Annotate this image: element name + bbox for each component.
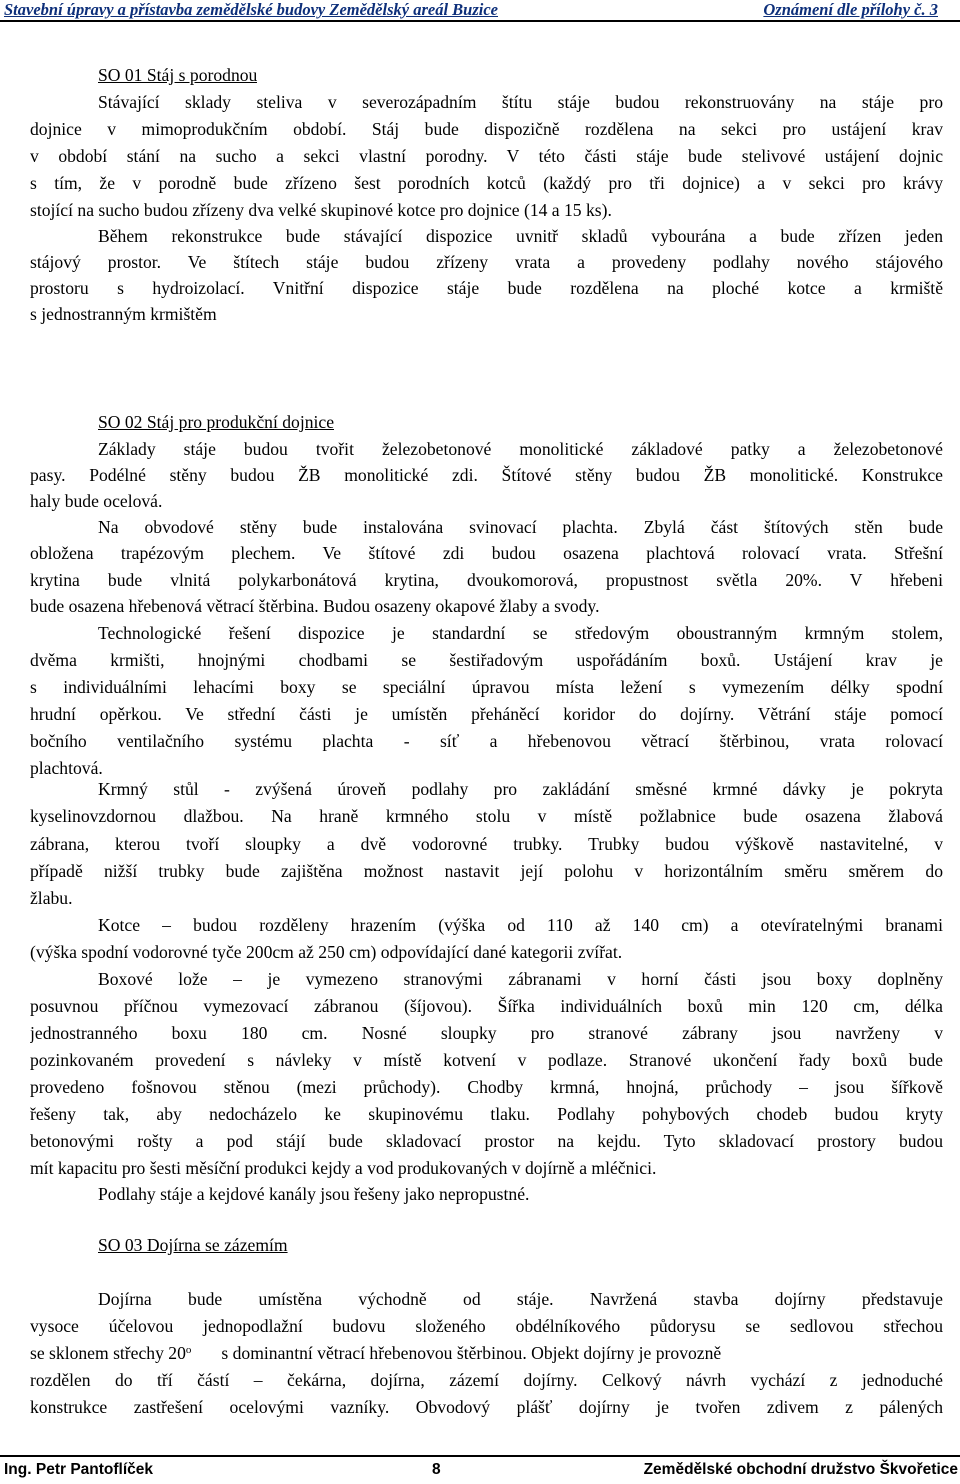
header-document-type: Oznámení dle přílohy č. 3 bbox=[763, 0, 938, 19]
paragraph-line: posuvnou příčnou vymezovací zábranou (šíjovou). Šířka individuálních boxů min 120 cm, délka bbox=[30, 996, 943, 1016]
paragraph-line: v období stání na sucho a sekci vlastní porodny. V této části stáje bude stelivové ustájení dojnic bbox=[30, 146, 943, 166]
paragraph-line: rozdělen do tří částí – čekárna, dojírna, zázemí dojírny. Celkový návrh vychází z jednoduché bbox=[30, 1370, 943, 1390]
paragraph-line: s individuálními lehacími boxy se speciální úpravou místa ležení s vymezením délky spodní bbox=[30, 677, 943, 697]
paragraph-line: s tím, že v porodně bude zřízeno šest porodních kotců (každý pro tři dojnice) a v sekci pro krávy bbox=[30, 173, 943, 193]
paragraph-line: haly bude ocelová. bbox=[30, 491, 163, 511]
paragraph-line: stájový prostor. Ve štítech stáje budou zřízeny vrata a provedeny podlahy nového stájového bbox=[30, 252, 943, 272]
paragraph-line: prostoru s hydroizolací. Vnitřní dispozice stáje bude rozdělena na ploché kotce a krmiště bbox=[30, 278, 943, 298]
paragraph-line: betonovými rošty a pod stájí bude skladovací prostor na kejdu. Tyto skladovací prostory budou bbox=[30, 1131, 943, 1151]
paragraph-line: Během rekonstrukce bude stávající dispozice uvnitř skladů vybourána a bude zřízen jeden bbox=[98, 226, 943, 246]
paragraph-line: zábrana, kterou tvoří sloupky a dvě vodorovné trubky. Trubky budou výškově nastavitelné, v bbox=[30, 834, 943, 854]
paragraph-line: bude osazena hřebenová větrací štěrbina. Budou osazeny okapové žlaby a svody. bbox=[30, 596, 600, 616]
footer-author: Ing. Petr Pantoflíček bbox=[4, 1461, 154, 1478]
paragraph-line: stojící na sucho budou zřízeny dva velké skupinové kotce pro dojnice (14 a 15 ks). bbox=[30, 200, 612, 220]
paragraph-line: pozinkovaném provedení s návleky v místě kotvení v podlaze. Stranové ukončení řady boxů bude bbox=[30, 1050, 943, 1070]
paragraph-line: vysoce účelovou jednopodlažní budovu složeného obdélníkového půdorysu se sedlovou střechou bbox=[30, 1316, 943, 1336]
paragraph-line: případě nižší trubky bude zajištěna možnost nastavit její polohu v horizontálním směru směrem do bbox=[30, 861, 943, 881]
so03-title: SO 03 Dojírna se zázemím bbox=[98, 1235, 288, 1255]
paragraph-line: dojnice v mimoprodukčním období. Stáj bude dispozičně rozdělena na sekci pro ustájení krav bbox=[30, 119, 943, 139]
paragraph-line: krytina bude vlnitá polykarbonátová krytina, dvoukomorová, propustnost světla 20%. V hřebeni bbox=[30, 570, 943, 590]
paragraph-line: kyselinovzdornou dlažbou. Na hraně krmného stolu v místě požlabnice bude osazena žlabová bbox=[30, 806, 943, 826]
paragraph-line: Dojírna bude umístěna východně od stáje. Navržená stavba dojírny představuje bbox=[98, 1289, 943, 1309]
so01-title: SO 01 Stáj s porodnou bbox=[98, 65, 258, 85]
footer-company: Zemědělské obchodní družstvo Škvořetice bbox=[643, 1461, 958, 1478]
paragraph-line: Krmný stůl - zvýšená úroveň podlahy pro zakládání směsné krmné dávky je pokryta bbox=[98, 779, 943, 799]
line-segment: se sklonem střechy 20 bbox=[30, 1343, 186, 1363]
paragraph-line: mít kapacitu pro šesti měsíční produkci kejdy a vod produkovaných v dojírně a mléčnici. bbox=[30, 1158, 657, 1178]
paragraph-line: Boxové lože – je vymezeno stranovými zábranami v horní části jsou boxy doplněny bbox=[98, 969, 943, 989]
paragraph-line bbox=[30, 1340, 943, 1366]
paragraph-line: dvěma krmišti, hnojnými chodbami se šestiřadovým uspořádáním boxů. Ustájení krav je bbox=[30, 650, 943, 670]
paragraph-line: konstrukce zastřešení ocelovými vazníky. Obvodový plášť dojírny je tvořen zdivem z pálených bbox=[30, 1397, 943, 1417]
paragraph-line: Základy stáje budou tvořit železobetonové monolitické základové patky a železobetonové bbox=[98, 439, 943, 459]
degree-superscript: o bbox=[185, 1344, 192, 1356]
paragraph-line: řešeny tak, aby nedocházelo ke skupinovému tlaku. Podlahy pohybových chodeb budou kryty bbox=[30, 1104, 943, 1124]
paragraph-line: obložena trapézovým plechem. Ve štítové zdi budou osazena plachtová rolovací vrata. Střešní bbox=[30, 543, 943, 563]
page-header bbox=[0, 0, 960, 22]
line-segment: s dominantní větrací hřebenovou štěrbinou. Objekt dojírny je provozně bbox=[221, 1343, 722, 1363]
paragraph-line: jednostranného boxu 180 cm. Nosné sloupky pro stranové zábrany jsou navrženy v bbox=[30, 1023, 943, 1043]
paragraph-line: žlabu. bbox=[30, 888, 73, 908]
paragraph-line: provedeno fošnovou stěnou (mezi průchody). Chodby krmná, hnojná, průchody – jsou šířkově bbox=[30, 1077, 943, 1097]
so02-title: SO 02 Stáj pro produkční dojnice bbox=[98, 412, 335, 432]
paragraph-line: Technologické řešení dispozice je standardní se středovým oboustranným krmným stolem, bbox=[98, 623, 943, 643]
paragraph-line: Stávající sklady steliva v severozápadním štítu stáje budou rekonstruovány na stáje pro bbox=[98, 92, 943, 112]
paragraph-line: hrudní opěrkou. Ve střední části je umístěn přeháněcí koridor do dojírny. Větrání stáje pomocí bbox=[30, 704, 943, 724]
page-number: 8 bbox=[432, 1461, 441, 1478]
page-footer bbox=[0, 1455, 960, 1484]
paragraph-line: pasy. Podélné stěny budou ŽB monolitické zdi. Štítové stěny budou ŽB monolitické. Konstrukce bbox=[30, 465, 943, 485]
paragraph-line: (výška spodní vodorovné tyče 200cm až 250 cm) odpovídající dané kategorii zvířat. bbox=[30, 942, 623, 962]
paragraph-line: plachtová. bbox=[30, 758, 103, 778]
paragraph-line: s jednostranným krmištěm bbox=[30, 304, 217, 324]
header-project-title: Stavební úpravy a přístavba zemědělské budovy Zemědělský areál Buzice bbox=[4, 0, 499, 19]
paragraph-line: Kotce – budou rozděleny hrazením (výška od 110 až 140 cm) a otevíratelnými branami bbox=[98, 915, 943, 935]
paragraph-line: bočního ventilačního systému plachta - síť a hřebenovou větrací štěrbinou, vrata rolovací bbox=[30, 731, 943, 751]
paragraph-line: Na obvodové stěny bude instalována svinovací plachta. Zbylá část štítových stěn bude bbox=[98, 517, 943, 537]
paragraph-line: Podlahy stáje a kejdové kanály jsou řešeny jako nepropustné. bbox=[98, 1184, 530, 1204]
